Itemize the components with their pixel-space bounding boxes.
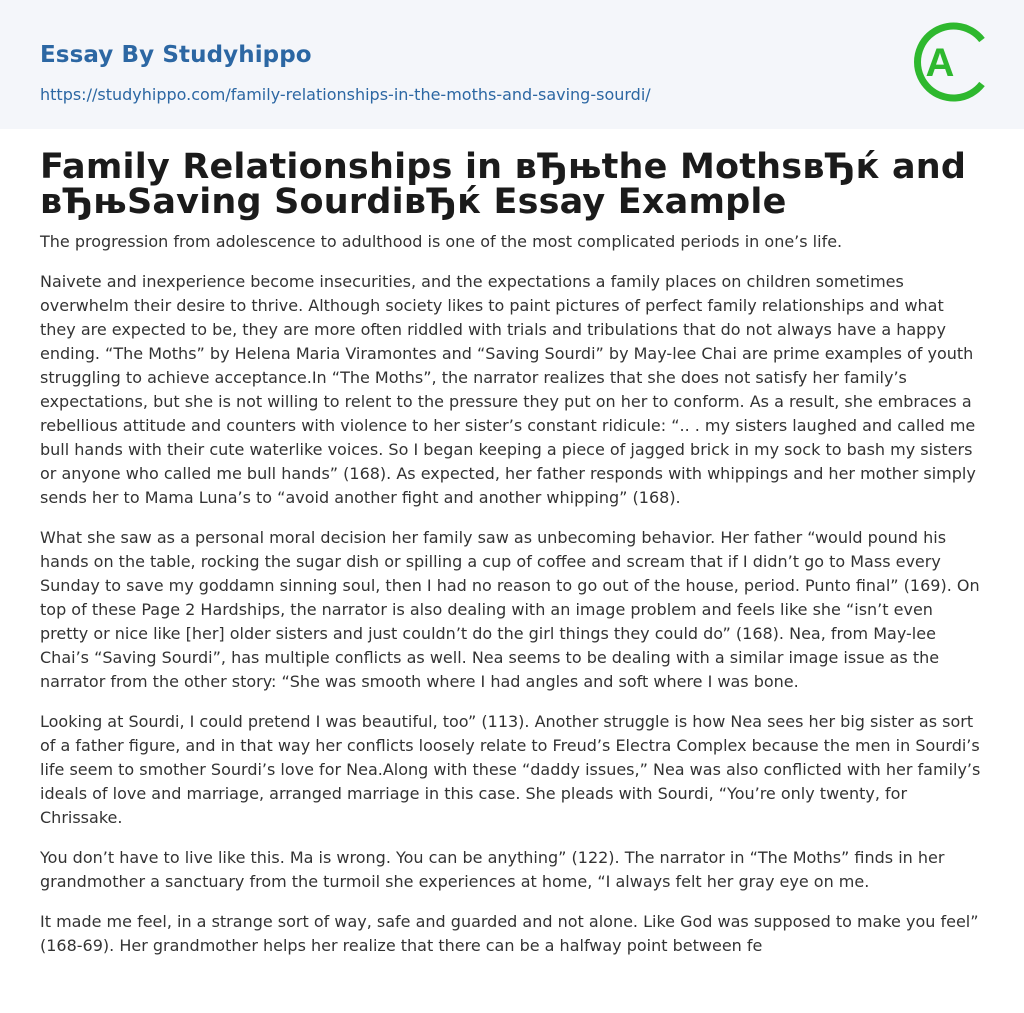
article-content: [0, 129, 1024, 958]
site-header: [0, 0, 1024, 129]
article-paragraph: It made me feel, in a strange sort of way, safe and guarded and not alone. Like God was supposed to make you feel” (168-69). Her grandmother helps her realize that there can be a halfway point between fe: [40, 912, 979, 955]
article-paragraph: Naivete and inexperience become insecurities, and the expectations a family places on children sometimes overwhelm their desire to thrive. Although society likes to paint pictures of perfect family relationships and what they are expected to be, they are more often riddled with trials and tribulations that do not always have a happy ending. “The Moths” by Helena Maria Viramontes and “Saving Sourdi” by May-lee Chai are prime examples of youth struggling to achieve acceptance.In “The Moths”, the narrator realizes that she does not satisfy her family’s expectations, but she is not willing to relent to the pressure they put on her to conform. As a result, she embraces a rebellious attitude and counters with violence to her sister’s constant ridicule: “.. . my sisters laughed and called me bull hands with their cute waterlike voices. So I began keeping a piece of jagged brick in my sock to bash my sisters or anyone who called me bull hands” (168). As expected, her father responds with whippings and her mother simply sends her to Mama Luna’s to “avoid another fight and another whipping” (168).: [40, 272, 976, 507]
page-url-link[interactable]: https://studyhippo.com/family-relationships-in-the-moths-and-saving-sourdi/: [40, 85, 651, 104]
article-paragraph: What she saw as a personal moral decision her family saw as unbecoming behavior. Her father “would pound his hands on the table, rocking the sugar dish or spilling a cup of coffee and scream that if I didn’t go to Mass every Sunday to save my goddamn sinning soul, then I had no reason to go out of the house, period. Punto final” (169). On top of these Page 2 Hardships, the narrator is also dealing with an image problem and feels like she “isn’t even pretty or nice like [her] older sisters and just couldn’t do the girl things they could do” (168). Nea, from May-lee Chai’s “Saving Sourdi”, has multiple conflicts as well. Nea seems to be dealing with a similar image issue as the narrator from the other story: “She was smooth where I had angles and soft where I was bone.: [40, 528, 980, 691]
logo-letter: A: [925, 41, 955, 85]
site-brand[interactable]: Essay By Studyhippo: [40, 42, 312, 68]
article-paragraph: You don’t have to live like this. Ma is wrong. You can be anything” (122). The narrator in “The Moths” finds in her grandmother a sanctuary from the turmoil she experiences at home, “I always felt her gray eye on me.: [40, 848, 945, 891]
article-paragraph: The progression from adolescence to adulthood is one of the most complicated periods in one’s life.: [40, 232, 843, 251]
studyhippo-logo-icon[interactable]: [910, 18, 988, 106]
article-title: Family Relationships in вЂњthe MothsвЂќ and вЂњSaving SourdiвЂќ Essay Example: [40, 147, 967, 222]
article-paragraph: Looking at Sourdi, I could pretend I was beautiful, too” (113). Another struggle is how Nea sees her big sister as sort of a father figure, and in that way her conflicts loosely relate to Freud’s Electra Complex because the men in Sourdi’s life seem to smother Sourdi’s love for Nea.Along with these “daddy issues,” Nea was also conflicted with her family’s ideals of love and marriage, arranged marriage in this case. She pleads with Sourdi, “You’re only twenty, for Chrissake.: [40, 712, 981, 827]
